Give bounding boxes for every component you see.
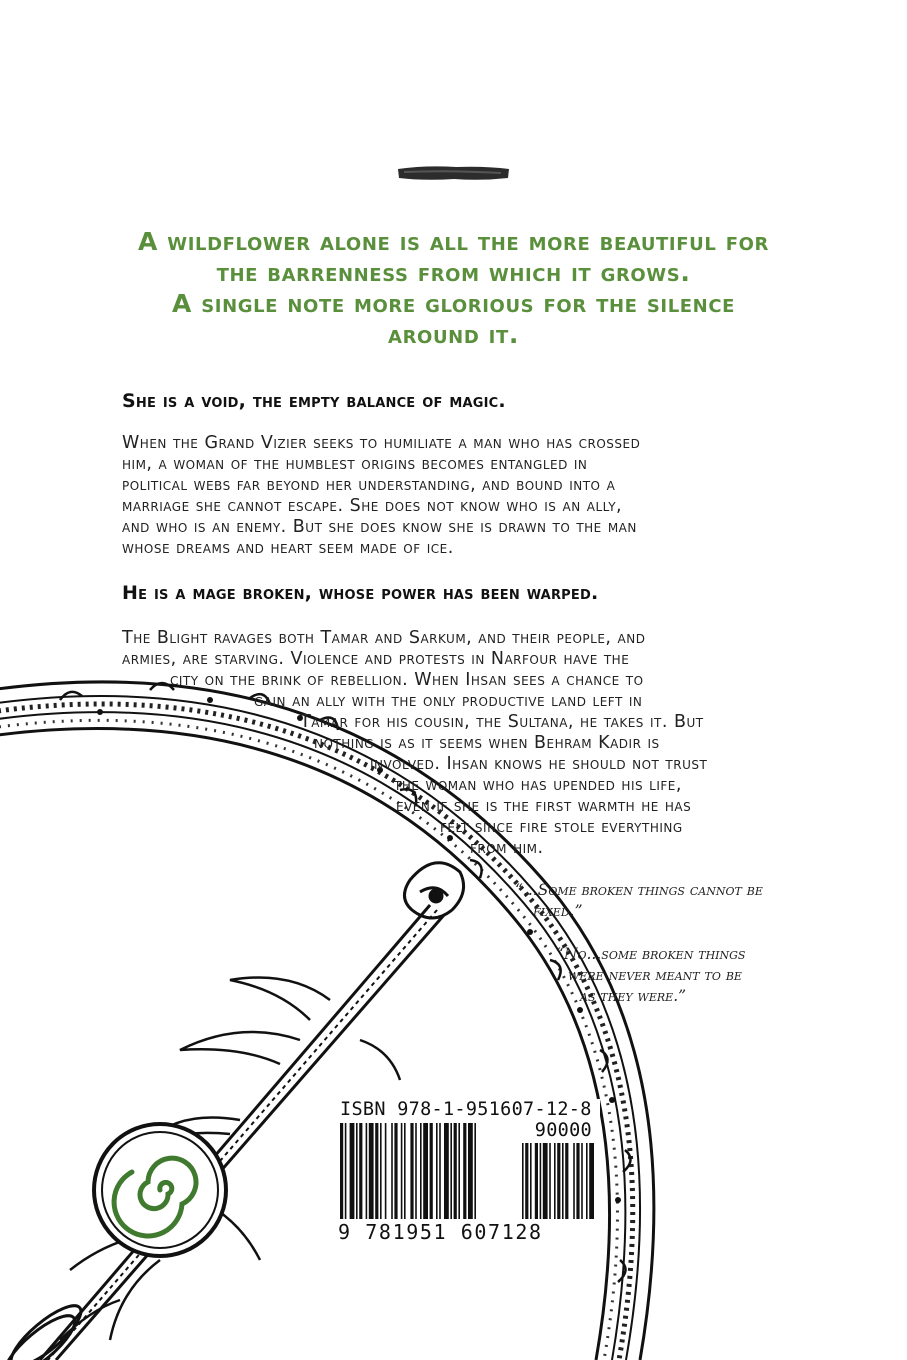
- ean-digits: 9 781951 607128: [338, 1220, 543, 1244]
- barcode-bar: [458, 1123, 460, 1219]
- paragraph-line: even if she is the first warmth he has: [396, 796, 692, 816]
- blurb-paragraph-heroine: [122, 433, 828, 559]
- barcode-bar: [410, 1123, 413, 1219]
- quote-line: as they were.”: [580, 987, 687, 1005]
- paragraph-line: involved. Ihsan knows he should not trust: [370, 754, 708, 774]
- addon-bar: [530, 1143, 532, 1219]
- quote-line: “...Some broken things cannot be: [515, 881, 763, 899]
- barcode-bar: [444, 1123, 449, 1219]
- paragraph-line: and who is an enemy. But she does know she is drawn to the man: [122, 517, 637, 537]
- addon-bar: [525, 1143, 528, 1219]
- price-addon-code: 90000: [534, 1120, 592, 1141]
- tagline: [110, 226, 797, 350]
- blurb-paragraph-hero: [122, 628, 828, 859]
- barcode-bar: [468, 1123, 473, 1219]
- barcode-bar: [350, 1123, 355, 1219]
- isbn-label: ISBN 978-1-951607-12-8: [340, 1099, 592, 1120]
- isbn-barcode: [336, 1099, 600, 1245]
- barcode-bar: [394, 1123, 397, 1219]
- blurb-lead-hero: He is a mage broken, whose power has been warped.: [122, 582, 599, 604]
- barcode-bar: [430, 1123, 433, 1219]
- paragraph-line: marriage she cannot escape. She does not know who is an ally,: [122, 496, 623, 516]
- addon-bar: [565, 1143, 568, 1219]
- barcode-bar: [359, 1123, 362, 1219]
- tagline-line: A wildflower alone is all the more beautiful for: [138, 227, 769, 256]
- tagline-line: A single note more glorious for the silence: [171, 289, 736, 318]
- barcode-bar: [454, 1123, 457, 1219]
- quote-line: “No...some broken things: [556, 945, 746, 963]
- addon-bar: [576, 1143, 579, 1219]
- barcode-bar: [463, 1123, 466, 1219]
- tagline-line: the barrenness from which it grows.: [216, 258, 691, 287]
- addon-bar: [543, 1143, 548, 1219]
- paragraph-line: armies, are starving. Violence and protests in Narfour have the: [122, 649, 630, 669]
- paragraph-line: political webs far beyond her understanding, and bound into a: [122, 475, 616, 495]
- barcode-bar: [415, 1123, 417, 1219]
- barcode-bar: [340, 1123, 343, 1219]
- barcode-bar: [369, 1123, 374, 1219]
- barcode-bar: [401, 1123, 403, 1219]
- paragraph-line: Tamar for his cousin, the Sultana, he takes it. But: [300, 712, 704, 732]
- paragraph-line: gain an ally with the only productive land left in: [254, 691, 643, 711]
- barcode-bar: [436, 1123, 438, 1219]
- barcode-bar: [391, 1123, 393, 1219]
- addon-bar: [522, 1143, 524, 1219]
- addon-bar: [586, 1143, 588, 1219]
- addon-bar: [549, 1143, 551, 1219]
- dialogue-quote-2: [556, 944, 745, 1007]
- paragraph-line: him, a woman of the humblest origins becomes entangled in: [122, 454, 588, 474]
- barcode-bar: [380, 1123, 382, 1219]
- brush-stroke-divider: [396, 163, 511, 183]
- barcode-bar: [366, 1123, 368, 1219]
- addon-bar: [573, 1143, 575, 1219]
- barcode-bar: [439, 1123, 441, 1219]
- barcode-bars: [336, 1123, 600, 1221]
- barcode-bar: [404, 1123, 406, 1219]
- paragraph-line: nothing is as it seems when Behram Kadir is: [314, 733, 660, 753]
- addon-bar: [581, 1143, 583, 1219]
- barcode-bar: [375, 1123, 378, 1219]
- paragraph-line: city on the brink of rebellion. When Ihsan sees a chance to: [170, 670, 644, 690]
- dialogue-quote-1: [515, 880, 763, 922]
- addon-bar: [562, 1143, 564, 1219]
- tagline-line: around it.: [388, 320, 519, 349]
- addon-bar: [557, 1143, 560, 1219]
- paragraph-line: When the Grand Vizier seeks to humiliate a man who has crossed: [122, 433, 641, 453]
- addon-bar: [535, 1143, 538, 1219]
- blurb-lead-heroine: She is a void, the empty balance of magic.: [122, 390, 506, 412]
- addon-bar: [540, 1143, 542, 1219]
- barcode-bar: [420, 1123, 422, 1219]
- barcode-bar: [385, 1123, 387, 1219]
- paragraph-line: from him.: [470, 838, 544, 858]
- paragraph-line: whose dreams and heart seem made of ice.: [122, 538, 454, 558]
- paragraph-line: felt since fire stole everything: [440, 817, 683, 837]
- barcode-bar: [450, 1123, 452, 1219]
- addon-bar: [589, 1143, 594, 1219]
- paragraph-line: the woman who has upended his life,: [394, 775, 682, 795]
- quote-line: fixed.”: [533, 902, 583, 920]
- barcode-bar: [345, 1123, 347, 1219]
- addon-bar: [554, 1143, 556, 1219]
- barcode-bar: [423, 1123, 428, 1219]
- quote-line: were never meant to be: [568, 966, 742, 984]
- barcode-bar: [474, 1123, 476, 1219]
- paragraph-line: The Blight ravages both Tamar and Sarkum, and their people, and: [122, 628, 646, 648]
- barcode-bar: [356, 1123, 358, 1219]
